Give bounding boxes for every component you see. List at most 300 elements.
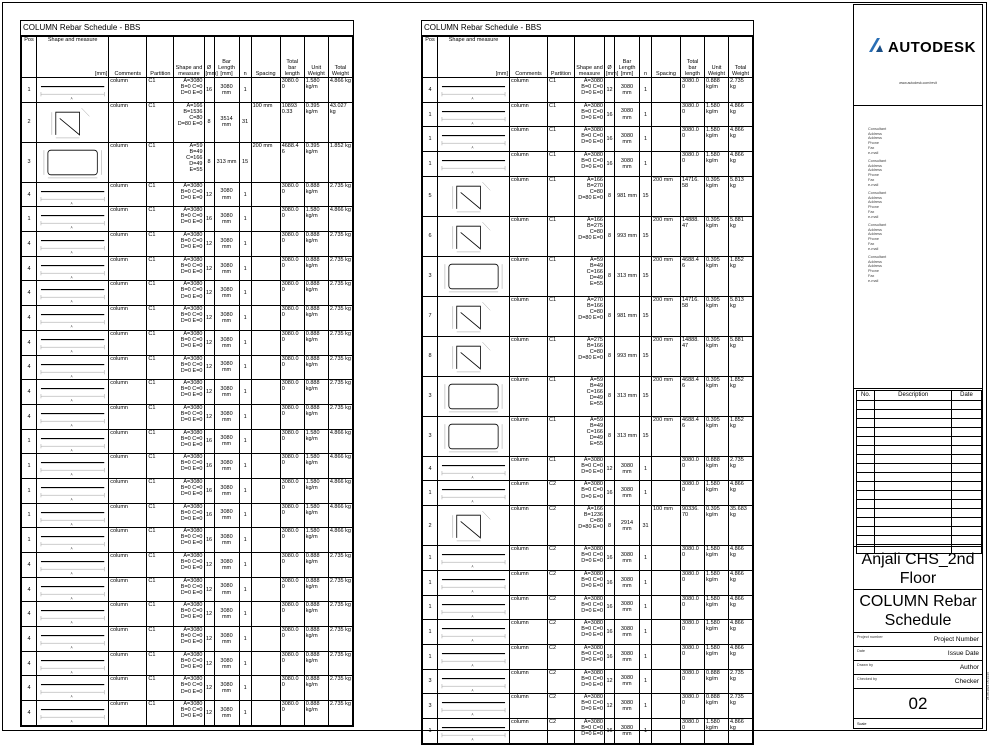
diameter-cell: 12	[204, 182, 214, 207]
stirrup-shape-icon	[38, 144, 107, 181]
total-length-cell: 3080.0 0	[280, 651, 304, 676]
straight-bar-shape-icon	[439, 153, 508, 175]
measure-cell: A=59 B=49 C=166 D=49 E=55	[575, 416, 605, 456]
rebar-schedule-left	[20, 20, 354, 727]
svg-text:A: A	[70, 546, 73, 551]
unit-weight-cell: 0.395 kg/m	[705, 416, 729, 456]
rev-description-cell	[875, 410, 952, 418]
shape-cell	[438, 718, 510, 743]
table-row	[22, 701, 353, 726]
straight-bar-shape-icon	[38, 455, 107, 477]
consultant-line: Consultant	[868, 159, 887, 163]
diameter-cell: 8	[204, 102, 214, 142]
partition-cell: C2	[548, 570, 575, 595]
partition-cell: C1	[147, 553, 174, 578]
unit-weight-cell: 0.888 kg/m	[304, 602, 328, 627]
comments-cell: column	[109, 429, 147, 454]
pos-cell: 1	[423, 102, 438, 127]
bar-length-cell: 313 mm	[615, 256, 640, 296]
rev-description-cell	[875, 464, 952, 472]
partition-cell: C1	[147, 78, 174, 103]
straight-bar-shape-icon	[38, 603, 107, 625]
shape-cell	[438, 78, 510, 103]
pos-cell: 2	[22, 102, 37, 142]
measure-cell: A=3080 B=0 C=0 D=0 E=0	[174, 232, 204, 257]
straight-bar-shape-icon	[439, 671, 508, 693]
unit-weight-cell: 1.580 kg/m	[705, 102, 729, 127]
rev-date-cell	[952, 518, 981, 526]
partition-cell: C1	[147, 330, 174, 355]
count-cell: 1	[239, 602, 251, 627]
shape-cell	[37, 355, 109, 380]
shape-header-unit: [mm]	[495, 70, 508, 77]
svg-text:A: A	[471, 663, 474, 668]
total-weight-cell: 1.852 kg	[729, 376, 753, 416]
svg-text:A: A	[70, 670, 73, 675]
straight-bar-shape-icon	[439, 104, 508, 126]
svg-text:A: A	[70, 497, 73, 502]
svg-text:A: A	[471, 712, 474, 717]
table-row	[423, 296, 753, 336]
shape-cell	[37, 503, 109, 528]
schedule-table	[422, 36, 753, 744]
table-row	[22, 306, 353, 331]
shape-header	[438, 37, 510, 78]
pos-cell: 3	[423, 694, 438, 719]
scale-row	[854, 718, 982, 730]
spacing-cell	[251, 651, 280, 676]
comments-cell: column	[510, 669, 548, 694]
revision-header	[857, 391, 981, 401]
total-length-cell: 4688.4 6	[681, 376, 705, 416]
table-row	[423, 546, 753, 571]
count-cell: 15	[640, 176, 652, 216]
total-weight-cell: 2.735 kg	[328, 701, 352, 726]
shape-cell	[438, 481, 510, 506]
svg-text:A: A	[70, 96, 73, 101]
partition-cell: C2	[548, 694, 575, 719]
bar-length-cell: 3080 mm	[214, 330, 239, 355]
table-row	[22, 528, 353, 553]
diameter-cell: 12	[204, 553, 214, 578]
table-row	[22, 553, 353, 578]
svg-text:A: A	[471, 613, 474, 619]
diameter-cell: 8	[605, 336, 615, 376]
measure-cell: A=59 B=49 C=166 D=49 E=55	[575, 256, 605, 296]
table-row	[22, 429, 353, 454]
bar-length-cell: 3080 mm	[214, 528, 239, 553]
autodesk-wordmark: AUTODESK	[888, 39, 976, 56]
pos-cell: 1	[22, 478, 37, 503]
bar-length-cell: 3080 mm	[214, 553, 239, 578]
consultant-line: Address	[868, 259, 882, 264]
hook-bar-shape-icon	[439, 298, 508, 335]
rev-description-cell	[875, 428, 952, 436]
spacing-cell: 200 mm	[652, 376, 681, 416]
comments-cell: column	[510, 127, 548, 152]
pos-cell: 1	[423, 127, 438, 152]
comments-cell: column	[109, 207, 147, 232]
count-header: n	[640, 37, 652, 78]
spacing-cell	[652, 669, 681, 694]
spacing-cell	[652, 694, 681, 719]
shape-cell	[438, 416, 510, 456]
partition-cell: C1	[147, 306, 174, 331]
table-row	[423, 570, 753, 595]
diameter-cell: 12	[204, 676, 214, 701]
checked-by-row	[854, 674, 982, 688]
bar-length-cell: 3080 mm	[615, 78, 640, 103]
shape-cell	[37, 577, 109, 602]
shape-cell	[438, 256, 510, 296]
pos-cell: 3	[423, 376, 438, 416]
unit-weight-cell: 0.888 kg/m	[304, 577, 328, 602]
shape-header	[37, 37, 109, 78]
straight-bar-shape-icon	[38, 579, 107, 601]
sheet-number: 02	[854, 688, 982, 719]
hook-bar-shape-icon	[439, 507, 508, 544]
spacing-cell	[251, 577, 280, 602]
diameter-cell: 8	[605, 296, 615, 336]
shape-cell	[438, 176, 510, 216]
straight-bar-shape-icon	[439, 482, 508, 504]
partition-cell: C1	[147, 503, 174, 528]
comments-cell: column	[510, 546, 548, 571]
measure-cell: A=3080 B=0 C=0 D=0 E=0	[174, 306, 204, 331]
revision-row	[857, 455, 981, 464]
spacing-cell	[251, 528, 280, 553]
project-number-row	[854, 632, 982, 646]
svg-text:A: A	[471, 737, 474, 742]
bar-length-cell: 3080 mm	[615, 127, 640, 152]
total-weight-cell: 2.735 kg	[328, 676, 352, 701]
svg-text:A: A	[471, 475, 474, 480]
count-cell: 31	[239, 102, 251, 142]
table-row	[423, 102, 753, 127]
diameter-cell: 12	[204, 355, 214, 380]
unit-weight-cell: 0.888 kg/m	[304, 281, 328, 306]
table-row	[22, 454, 353, 479]
total-weight-cell: 5.813 kg	[729, 296, 753, 336]
spacing-cell	[251, 454, 280, 479]
unit-weight-cell: 0.888 kg/m	[304, 256, 328, 281]
bar-length-cell: 3080 mm	[615, 620, 640, 645]
total-length-cell: 3080.0 0	[681, 644, 705, 669]
bar-length-cell: 3514 mm	[214, 102, 239, 142]
table-row	[423, 481, 753, 506]
total-length-cell: 3080.0 0	[280, 404, 304, 429]
pos-cell: 1	[22, 454, 37, 479]
measure-cell: A=3080 B=0 C=0 D=0 E=0	[174, 207, 204, 232]
straight-bar-shape-icon	[439, 547, 508, 569]
table-row	[423, 376, 753, 416]
count-cell: 1	[640, 595, 652, 620]
rev-no-cell	[857, 509, 875, 517]
svg-text:A: A	[70, 225, 73, 231]
total-length-cell: 3080.0 0	[280, 478, 304, 503]
revision-row	[857, 446, 981, 455]
comments-cell: column	[510, 376, 548, 416]
count-cell: 1	[239, 676, 251, 701]
rev-no-cell	[857, 419, 875, 427]
partition-cell: C1	[548, 336, 575, 376]
partition-cell: C1	[147, 142, 174, 182]
rev-date-cell	[952, 491, 981, 499]
drawn-by-label: Drawn by	[857, 663, 874, 667]
pos-header: Pos	[22, 37, 37, 78]
spacing-cell	[652, 456, 681, 481]
pos-cell: 4	[22, 330, 37, 355]
total-weight-cell: 2.735 kg	[729, 669, 753, 694]
table-row	[423, 644, 753, 669]
diameter-cell: 16	[605, 620, 615, 645]
partition-cell: C1	[147, 528, 174, 553]
count-cell: 1	[239, 577, 251, 602]
pos-cell: 4	[22, 404, 37, 429]
bar-length-cell: 3080 mm	[214, 182, 239, 207]
measure-cell: A=3080 B=0 C=0 D=0 E=0	[174, 355, 204, 380]
consultant-line: Consultant	[868, 255, 887, 259]
bar-length-cell: 313 mm	[214, 142, 239, 182]
total-length-cell: 3080.0 0	[681, 669, 705, 694]
total-weight-cell: 5.881 kg	[729, 216, 753, 256]
total-weight-cell: 2.735 kg	[729, 456, 753, 481]
unit-weight-cell: 1.580 kg/m	[304, 478, 328, 503]
total-length-cell: 3080.0 0	[280, 503, 304, 528]
straight-bar-shape-icon	[439, 646, 508, 668]
straight-bar-shape-icon	[439, 597, 508, 619]
comments-header: Comments	[109, 37, 147, 78]
pos-cell: 6	[423, 216, 438, 256]
total-weight-cell: 4.866 kg	[729, 644, 753, 669]
total-weight-header: Total Weight	[729, 37, 753, 78]
revision-row	[857, 527, 981, 536]
shape-cell	[37, 454, 109, 479]
comments-cell: column	[109, 528, 147, 553]
measure-cell: A=3080 B=0 C=0 D=0 E=0	[174, 676, 204, 701]
consultant-line: Fax	[868, 241, 875, 246]
unit-weight-cell: 1.580 kg/m	[705, 546, 729, 571]
comments-cell: column	[510, 620, 548, 645]
pos-cell: 3	[423, 256, 438, 296]
rev-no-cell	[857, 482, 875, 490]
count-cell: 1	[239, 503, 251, 528]
total-weight-cell: 2.735 kg	[328, 232, 352, 257]
total-weight-cell: 4.866 kg	[729, 127, 753, 152]
revision-table	[856, 390, 982, 554]
total-weight-cell: 4.866 kg	[328, 207, 352, 232]
table-row	[423, 176, 753, 216]
partition-header: Partition	[147, 37, 174, 78]
unit-weight-cell: 0.395 kg/m	[705, 216, 729, 256]
pos-cell: 1	[423, 481, 438, 506]
rev-description-cell	[875, 518, 952, 526]
partition-cell: C2	[548, 506, 575, 546]
checked-by-label: Checked by	[857, 677, 878, 681]
svg-text:A: A	[70, 522, 73, 527]
straight-bar-shape-icon	[38, 653, 107, 675]
diameter-cell: 8	[204, 142, 214, 182]
straight-bar-shape-icon	[38, 332, 107, 354]
spacing-cell	[251, 380, 280, 405]
consultant-block	[868, 127, 886, 155]
comments-cell: column	[109, 627, 147, 652]
pos-cell: 4	[22, 355, 37, 380]
measure-cell: A=3080 B=0 C=0 D=0 E=0	[575, 102, 605, 127]
hook-bar-shape-icon	[38, 104, 107, 141]
svg-text:A: A	[70, 275, 73, 280]
count-cell: 15	[239, 142, 251, 182]
total-weight-cell: 2.735 kg	[328, 602, 352, 627]
total-length-cell: 3080.0 0	[280, 78, 304, 103]
rev-date-cell	[952, 473, 981, 481]
schedule-header	[423, 37, 753, 78]
partition-cell: C1	[147, 478, 174, 503]
shape-cell	[37, 102, 109, 142]
partition-cell: C1	[147, 380, 174, 405]
svg-text:A: A	[70, 324, 73, 329]
partition-cell: C1	[548, 127, 575, 152]
shape-cell	[438, 595, 510, 620]
rev-no-cell	[857, 428, 875, 436]
comments-cell: column	[510, 256, 548, 296]
measure-cell: A=3080 B=0 C=0 D=0 E=0	[174, 256, 204, 281]
shape-cell	[438, 296, 510, 336]
partition-cell: C1	[548, 456, 575, 481]
bar-length-cell: 3080 mm	[214, 355, 239, 380]
measure-cell: A=59 B=49 C=166 D=49 E=55	[575, 376, 605, 416]
rev-date-cell	[952, 464, 981, 472]
spacing-cell	[652, 152, 681, 177]
consultant-line: Consultant	[868, 127, 887, 131]
comments-cell: column	[510, 78, 548, 103]
rev-no-cell	[857, 500, 875, 508]
diameter-cell: 16	[605, 570, 615, 595]
consultant-line: Phone	[868, 269, 879, 274]
diameter-cell: 8	[605, 506, 615, 546]
unit-weight-cell: 0.395 kg/m	[705, 376, 729, 416]
unit-weight-cell: 0.888 kg/m	[304, 232, 328, 257]
partition-cell: C1	[147, 627, 174, 652]
rev-description-cell	[875, 419, 952, 427]
unit-weight-cell: 1.580 kg/m	[304, 528, 328, 553]
bar-length-cell: 993 mm	[615, 336, 640, 376]
spacing-cell	[251, 232, 280, 257]
bar-length-cell: 3080 mm	[615, 152, 640, 177]
spacing-cell: 200 mm	[652, 416, 681, 456]
comments-cell: column	[109, 602, 147, 627]
spacing-cell: 100 mm	[251, 102, 280, 142]
pos-cell: 4	[22, 651, 37, 676]
spacing-cell	[652, 718, 681, 743]
bar-length-cell: 981 mm	[615, 296, 640, 336]
pos-cell: 4	[22, 380, 37, 405]
unit-weight-cell: 0.888 kg/m	[304, 380, 328, 405]
total-weight-cell: 4.866 kg	[729, 102, 753, 127]
total-length-cell: 3080.0 0	[681, 127, 705, 152]
unit-weight-cell: 0.888 kg/m	[304, 306, 328, 331]
svg-text:A: A	[70, 694, 73, 700]
bar-length-cell: 3080 mm	[214, 404, 239, 429]
measure-cell: A=3080 B=0 C=0 D=0 E=0	[575, 669, 605, 694]
pos-cell: 1	[22, 503, 37, 528]
bar-length-cell: 3080 mm	[615, 669, 640, 694]
comments-cell: column	[510, 336, 548, 376]
consultant-line: Phone	[868, 173, 879, 178]
shape-cell	[37, 142, 109, 182]
shape-cell	[37, 701, 109, 726]
svg-text:A: A	[70, 201, 73, 206]
rev-date-cell	[952, 536, 981, 544]
partition-cell: C1	[548, 376, 575, 416]
comments-cell: column	[109, 142, 147, 182]
diameter-cell: 16	[204, 454, 214, 479]
straight-bar-shape-icon	[38, 628, 107, 650]
svg-text:A: A	[70, 250, 73, 255]
diameter-header: Ø [mm]	[605, 37, 615, 78]
bar-length-cell: 3080 mm	[214, 627, 239, 652]
spacing-cell	[251, 207, 280, 232]
measure-cell: A=3080 B=0 C=0 D=0 E=0	[174, 380, 204, 405]
shape-cell	[37, 429, 109, 454]
pos-cell: 4	[22, 553, 37, 578]
straight-bar-shape-icon	[38, 233, 107, 255]
pos-cell: 4	[22, 577, 37, 602]
rebar-schedule-right	[421, 20, 754, 745]
total-length-cell: 3080.0 0	[280, 182, 304, 207]
total-weight-cell: 2.735 kg	[328, 281, 352, 306]
diameter-cell: 16	[605, 595, 615, 620]
pos-cell: 7	[423, 296, 438, 336]
table-row	[22, 355, 353, 380]
shape-cell	[438, 127, 510, 152]
measure-cell: A=3080 B=0 C=0 D=0 E=0	[575, 456, 605, 481]
bar-length-cell: 3080 mm	[615, 481, 640, 506]
total-length-cell: 3080.0 0	[681, 78, 705, 103]
table-row	[22, 577, 353, 602]
stirrup-shape-icon	[439, 378, 508, 415]
measure-cell: A=166 B=275 C=80 D=80 E=0	[575, 216, 605, 256]
diameter-cell: 12	[204, 232, 214, 257]
comments-cell: column	[109, 330, 147, 355]
shape-cell	[438, 336, 510, 376]
bar-length-cell: 313 mm	[615, 416, 640, 456]
logo-area	[854, 5, 982, 106]
count-cell: 1	[640, 644, 652, 669]
count-cell: 1	[239, 330, 251, 355]
unit-weight-cell: 0.395 kg/m	[705, 296, 729, 336]
bar-length-cell: 3080 mm	[615, 570, 640, 595]
diameter-cell: 12	[605, 456, 615, 481]
total-length-cell: 3080.0 0	[681, 694, 705, 719]
total-weight-cell: 4.866 kg	[729, 152, 753, 177]
sheet-name: COLUMN Rebar Schedule	[859, 593, 977, 629]
diameter-cell: 12	[204, 602, 214, 627]
straight-bar-shape-icon	[38, 258, 107, 280]
revision-row	[857, 536, 981, 545]
consultant-line: Consultant	[868, 191, 887, 195]
total-weight-cell: 2.735 kg	[328, 404, 352, 429]
shape-cell	[37, 281, 109, 306]
partition-cell: C1	[548, 416, 575, 456]
measure-cell: A=3080 B=0 C=0 D=0 E=0	[575, 694, 605, 719]
svg-text:A: A	[70, 299, 73, 305]
spacing-cell	[251, 355, 280, 380]
stirrup-shape-icon	[439, 418, 508, 455]
shape-and-measure-header: Shape and measure	[174, 37, 204, 78]
count-cell: 1	[239, 281, 251, 306]
straight-bar-shape-icon	[439, 128, 508, 150]
